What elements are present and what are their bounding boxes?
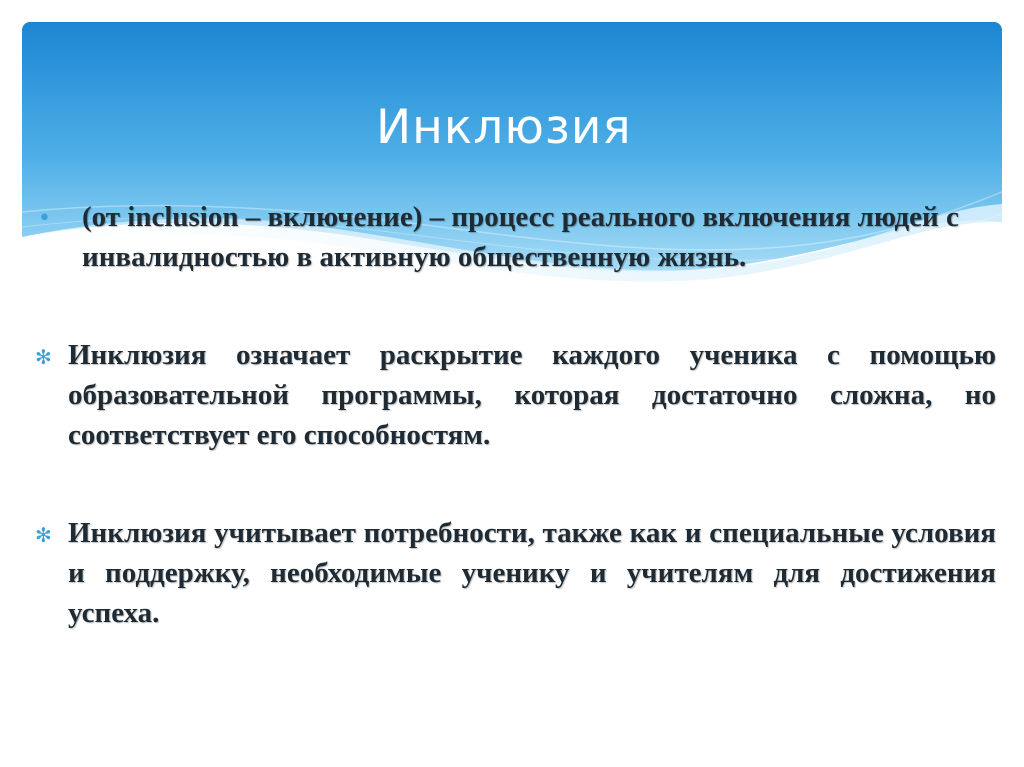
list-item bbox=[36, 513, 996, 633]
bullet-list bbox=[36, 197, 996, 633]
list-item-text: Инклюзия означает раскрытие каждого ученика с помощью образовательной программы, которая достаточно сложна, но соответствует его способностям. bbox=[68, 339, 996, 451]
list-item bbox=[36, 335, 996, 455]
asterisk-bullet-icon: ✻ bbox=[35, 345, 52, 369]
list-item bbox=[36, 197, 996, 277]
list-item-text: Инклюзия учитывает потребности, также как и специальные условия и поддержку, необходимые ученику и учителям для достижения успеха. bbox=[68, 517, 996, 629]
list-item-text: (от inclusion – включение) – процесс реального включения людей с инвалидностью в активную общественную жизнь. bbox=[82, 201, 959, 273]
asterisk-bullet-icon: ✻ bbox=[35, 523, 52, 547]
bullet-dot-icon: • bbox=[38, 206, 51, 231]
slide-frame bbox=[22, 22, 1002, 766]
slide-title: Инклюзия bbox=[376, 100, 632, 155]
